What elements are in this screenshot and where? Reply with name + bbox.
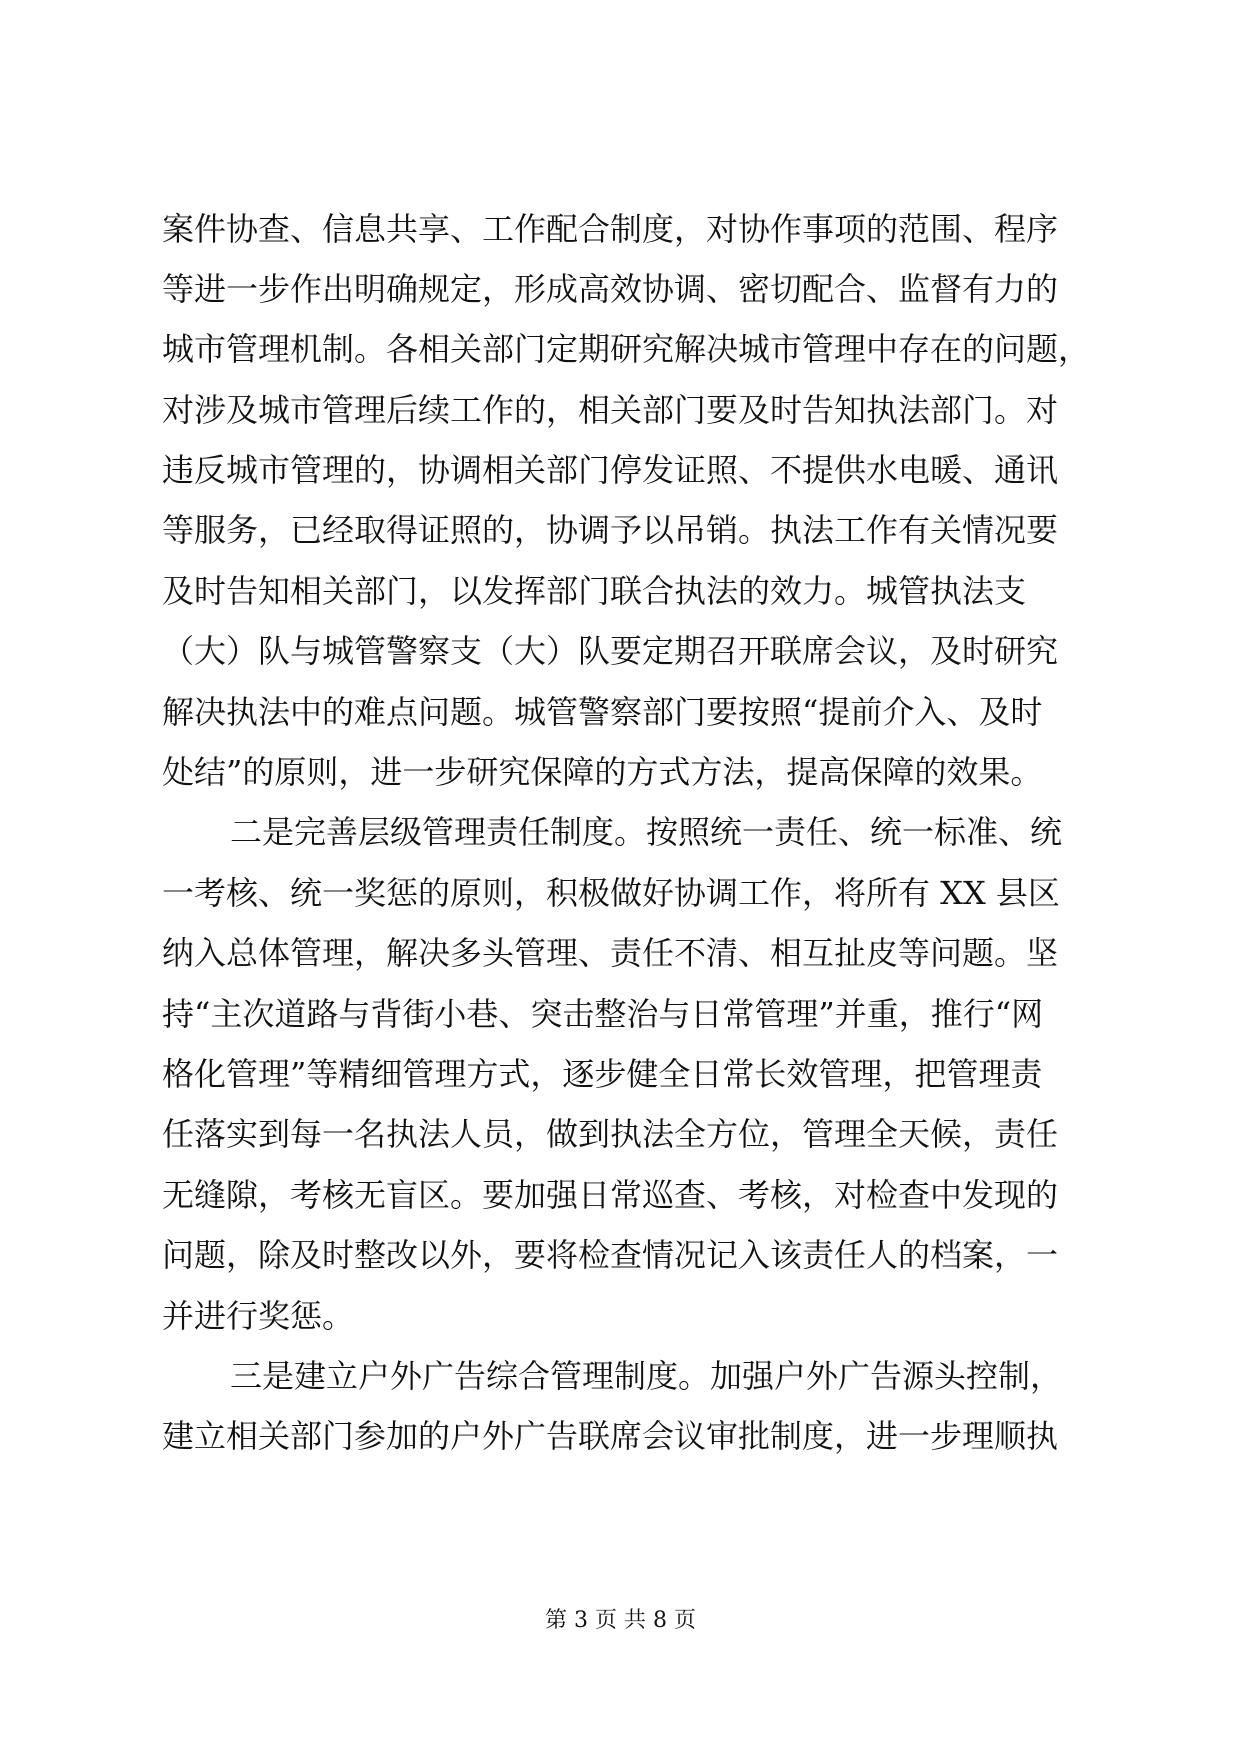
text-line: 等服务，已经取得证照的，协调予以吊销。执法工作有关情况要 [162, 511, 1059, 549]
text-line: 一考核、统一奖惩的原则，积极做好协调工作，将所有 XX 县区 [162, 874, 1060, 912]
text-line: 及时告知相关部门，以发挥部门联合执法的效力。城管执法支 [162, 572, 1027, 610]
text-line: 等进一步作出明确规定，形成高效协调、密切配合、监督有力的 [162, 270, 1059, 308]
paragraph-start-line: 二是完善层级管理责任制度。按照统一责任、统一标准、统 [230, 813, 1063, 851]
page-footer: 第 3 页 共 8 页 [545, 1608, 696, 1633]
text-line: 违反城市管理的，协调相关部门停发证照、不提供水电暖、通讯 [162, 451, 1059, 489]
text-line: 任落实到每一名执法人员，做到执法全方位，管理全天候，责任 [162, 1115, 1059, 1153]
text-line: （大）队与城管警察支（大）队要定期召开联席会议，及时研究 [162, 632, 1059, 670]
text-line: 持“主次道路与背街小巷、突击整治与日常管理”并重，推行“网 [162, 995, 1044, 1033]
text-line: 并进行奖惩。 [162, 1297, 355, 1335]
text-line: 格化管理”等精细管理方式，逐步健全日常长效管理，把管理责 [162, 1055, 1043, 1093]
text-line: 处结”的原则，进一步研究保障的方式方法，提高保障的效果。 [162, 753, 1043, 791]
text-line: 城市管理机制。各相关部门定期研究解决城市管理中存在的问题， [162, 330, 1091, 368]
text-line: 解决执法中的难点问题。城管警察部门要按照“提前介入、及时 [162, 693, 1043, 731]
text-line: 问题，除及时整改以外，要将检查情况记入该责任人的档案，一 [162, 1236, 1059, 1274]
text-line: 对涉及城市管理后续工作的，相关部门要及时告知执法部门。对 [162, 391, 1059, 429]
text-line: 纳入总体管理，解决多头管理、责任不清、相互扯皮等问题。坚 [162, 934, 1059, 972]
text-line: 案件协查、信息共享、工作配合制度，对协作事项的范围、程序 [162, 210, 1059, 248]
paragraph-start-line: 三是建立户外广告综合管理制度。加强户外广告源头控制， [230, 1357, 1063, 1395]
text-line: 建立相关部门参加的户外广告联席会议审批制度，进一步理顺执 [162, 1417, 1059, 1455]
text-line: 无缝隙，考核无盲区。要加强日常巡查、考核，对检查中发现的 [162, 1176, 1059, 1214]
